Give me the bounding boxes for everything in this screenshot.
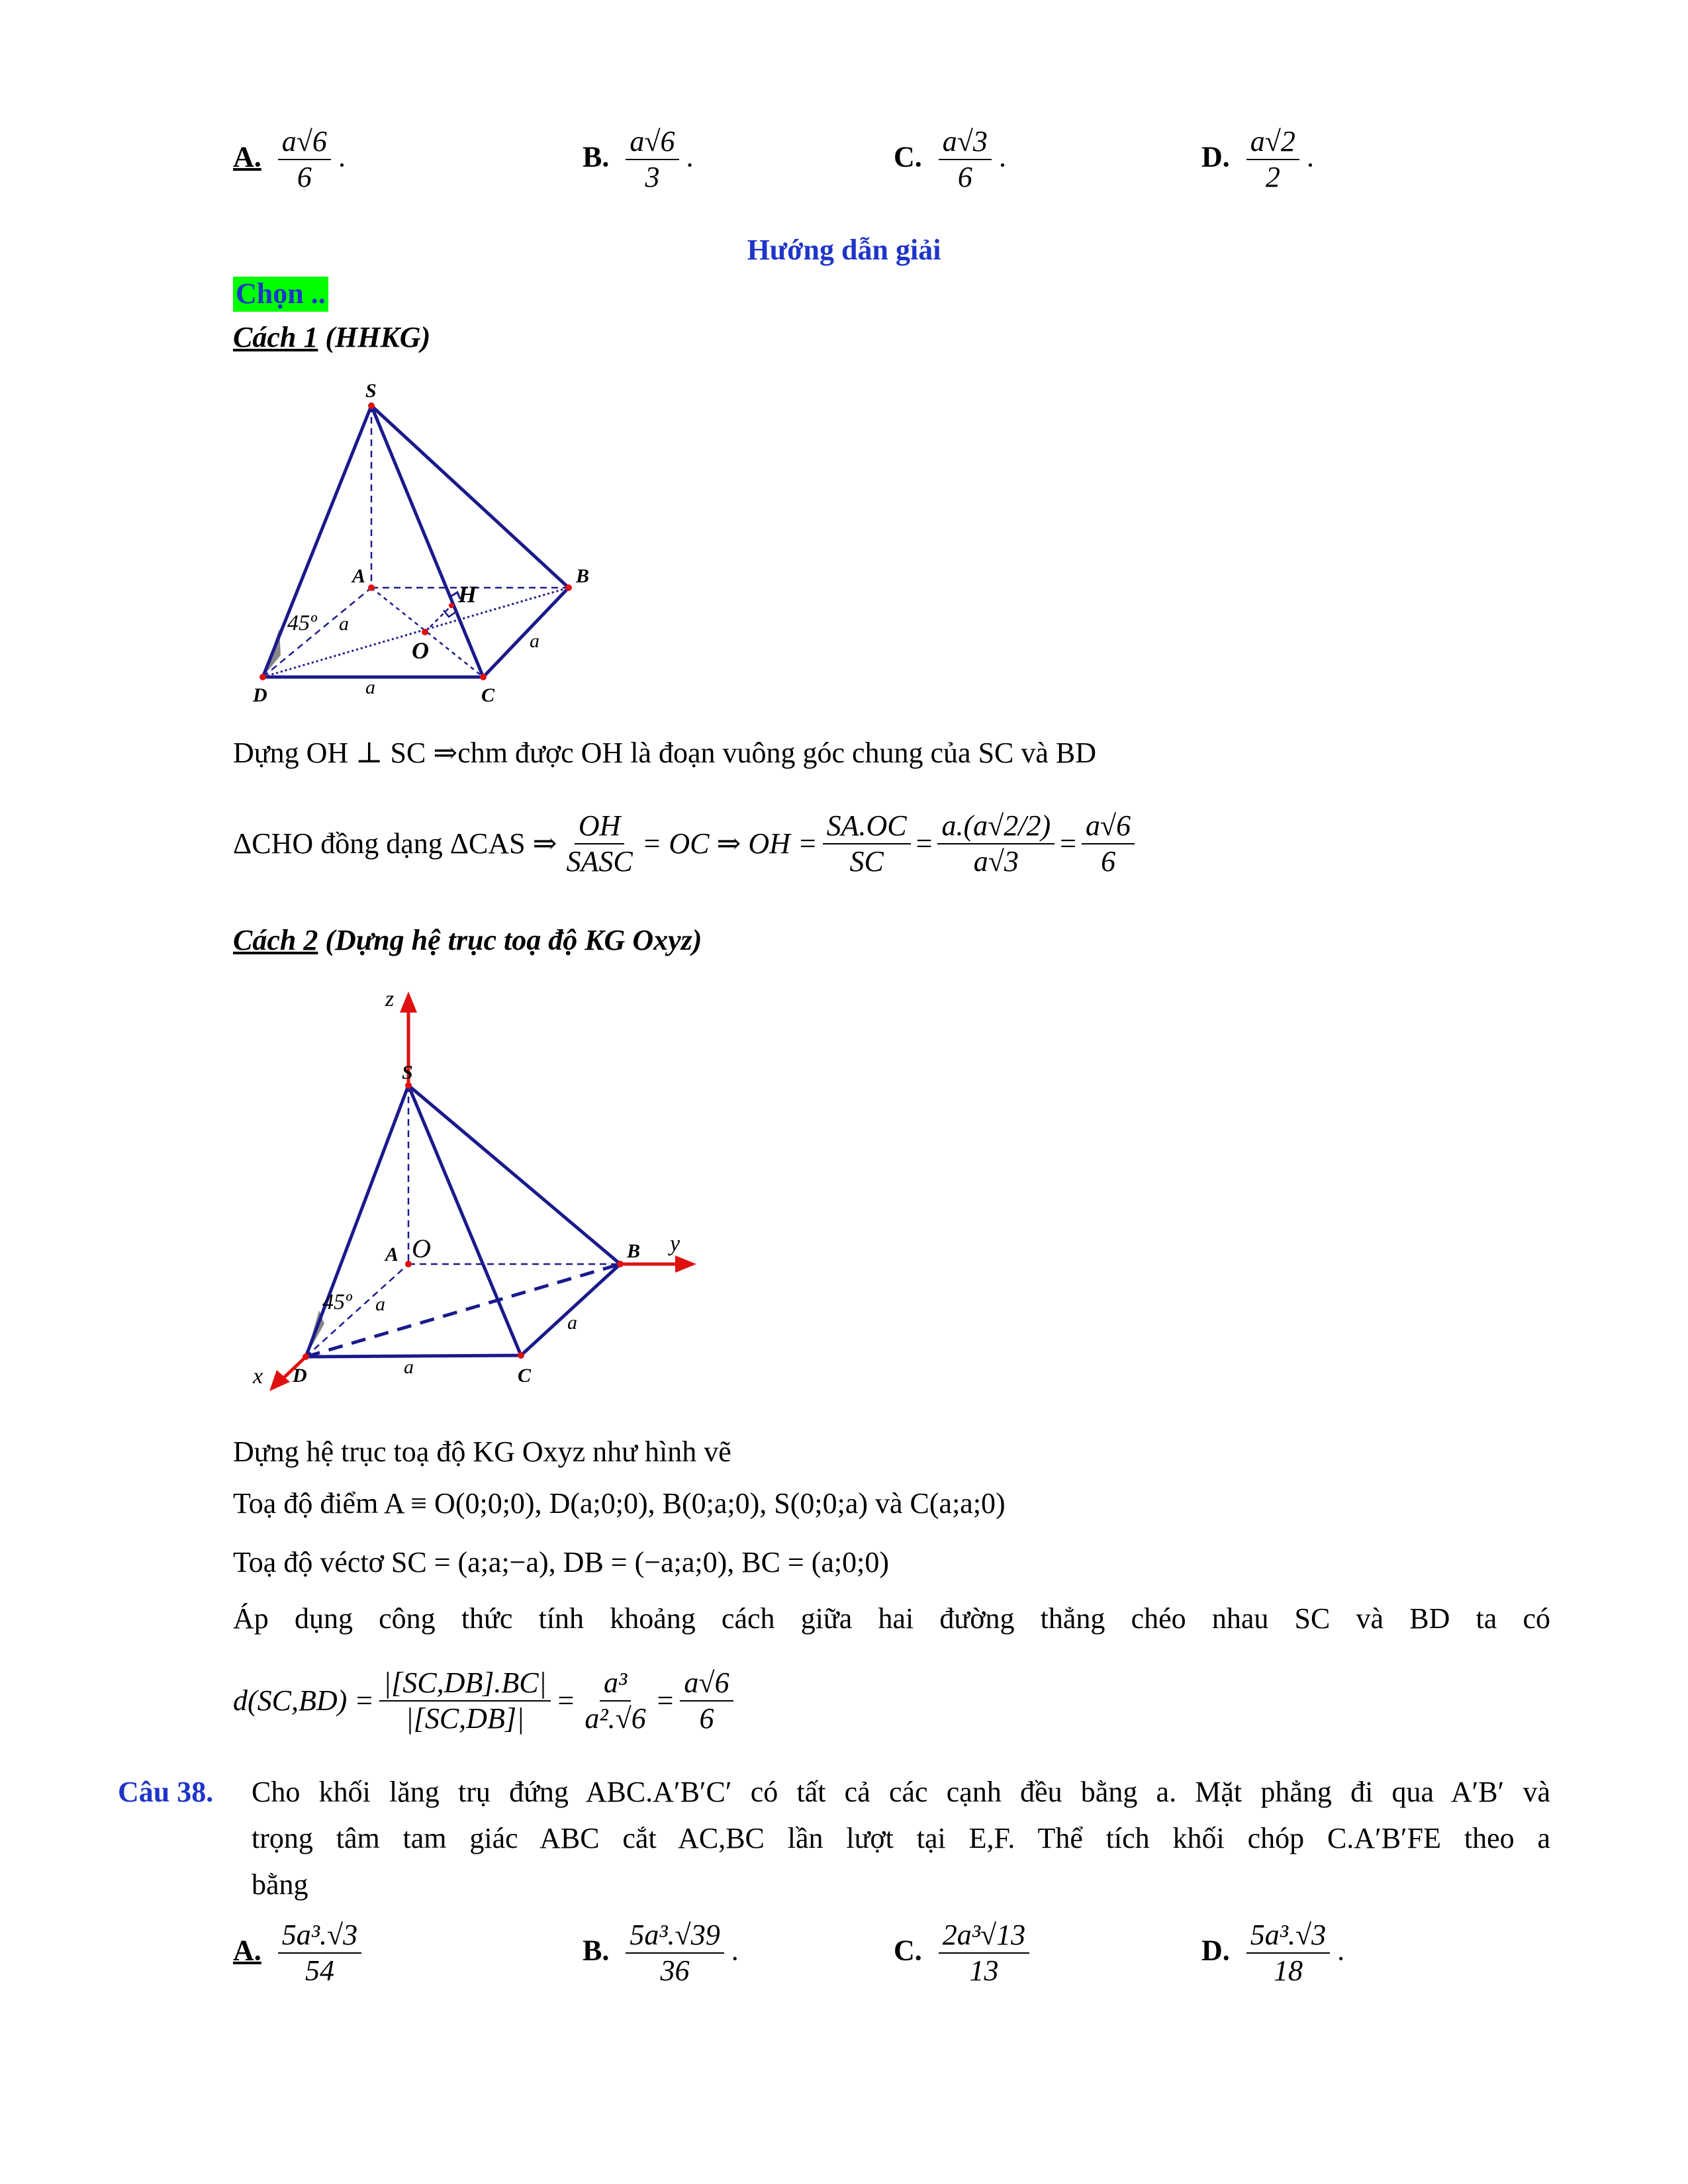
q38-option-d[interactable]: D. $\frac{\text{5a³.√3}}{18}$ . (1201, 1919, 1345, 1987)
option-label: D. (1201, 140, 1230, 173)
point-b (617, 1261, 624, 1267)
q38-option-a[interactable] (233, 1919, 361, 1987)
option-numerator: a√3 (939, 126, 992, 160)
option-numerator: 5a³.√3 (1246, 1919, 1330, 1954)
method2-line4: Áp dụng công thức tính khoảng cách giữa hai đường thẳng chéo nhau SC và BD ta có (233, 1602, 1550, 1635)
point-b (565, 584, 572, 591)
option-denominator: 36 (660, 1954, 690, 1987)
label-a: A (385, 1244, 399, 1265)
method2-formula: d(SC,BD) = $\frac{|[SC,DB].BC|}{|[SC,DB]|}$ = $\frac{\text{a³}}{\text{a².√6}}$ = $\frac{a√6}{6}$ (233, 1648, 739, 1754)
method1-step2: ΔCHO đồng dạng ΔCAS ⇒ $\frac{OH}{\text{SASC}}$ = OC ⇒ OH = $\frac{SA.OC}{SC}$ = $\frac{a.(a√2/2)}{a√3}$ = $\frac{a√6}{6}$ (233, 794, 1140, 893)
q38-text-line1: Cho khối lăng trụ đứng ABC.A′B′C′ có tất cả các cạnh đều bằng a. Mặt phẳng đi qua A′B′ và (252, 1776, 1550, 1808)
edge-sc (408, 1085, 521, 1355)
option-numerator: a√6 (626, 126, 679, 160)
label-a-dc: a (365, 676, 375, 698)
label-angle: 45º (322, 1290, 352, 1314)
option-denominator: 2 (1265, 161, 1280, 194)
option-label: B. (583, 1934, 610, 1967)
label-angle: 45º (287, 611, 317, 635)
label-o: O (412, 1234, 431, 1263)
label-z: z (385, 987, 395, 1011)
label-a-cb: a (530, 630, 539, 652)
q37-option-a[interactable]: A. $\frac{a√6}{6}$ . (233, 125, 346, 194)
formula-den: |[SC,DB]| (405, 1702, 525, 1735)
label-d: D (293, 1365, 307, 1387)
option-numerator: 2a³√13 (939, 1919, 1029, 1954)
method1-heading (233, 320, 430, 355)
method2-note: (Dựng hệ trục toạ độ KG Oxyz) (325, 924, 702, 956)
point-h (449, 603, 454, 608)
option-denominator: 3 (645, 161, 660, 194)
option-numerator: a√2 (1246, 126, 1299, 160)
method2-line1: Dựng hệ trục toạ độ KG Oxyz như hình vẽ (233, 1435, 731, 1468)
solution-title: Hướng dẫn giải (747, 234, 941, 266)
option-label: C. (894, 140, 922, 173)
label-c: C (481, 684, 495, 706)
frac-den: 6 (1101, 845, 1116, 878)
q38-option-b[interactable]: B. $\frac{\text{5a³.√39}}{36}$ . (583, 1919, 739, 1987)
point-c (480, 674, 487, 680)
edge-db (306, 1264, 620, 1357)
formula-lhs: d(SC,BD) = (233, 1684, 374, 1717)
label-a: A (352, 565, 366, 587)
frac-den: SASC (566, 845, 633, 878)
axis-z-arrow (400, 991, 417, 1013)
method1-title: Cách 1 (233, 321, 318, 353)
q37-option-c[interactable]: C. $\frac{a√3}{6}$ . (894, 125, 1006, 194)
option-denominator: 54 (305, 1954, 334, 1987)
label-s: S (402, 1062, 413, 1083)
edge-sd (263, 406, 371, 677)
label-a-dc: a (404, 1356, 414, 1378)
method2-title: Cách 2 (233, 924, 318, 956)
point-o (422, 629, 428, 635)
label-s: S (365, 380, 377, 402)
q38-text-line2: trọng tâm tam giác ABC cắt AC,BC lần lượt tại E,F. Thể tích khối chóp C.A′B′FE theo a (252, 1822, 1550, 1854)
point-c (518, 1352, 524, 1359)
label-b: B (627, 1240, 641, 1262)
step2-mid: = OC ⇒ OH = (641, 827, 818, 860)
pyramid-figure-2 (233, 986, 710, 1396)
method1-note: (HHKG) (325, 321, 431, 353)
option-numerator: 5a³.√39 (626, 1919, 724, 1954)
edge-sb (371, 406, 569, 588)
frac-den: a√3 (973, 845, 1019, 878)
option-label: A. (233, 140, 261, 173)
option-label: B. (583, 140, 610, 173)
frac-num: SA.OC (823, 810, 911, 844)
right-angle-mark (444, 610, 455, 617)
method2-line3: Toạ độ véctơ SC = (a;a;−a), DB = (−a;a;0), BC = (a;0;0) (233, 1546, 890, 1578)
option-denominator: 6 (297, 161, 312, 194)
frac-num: OH (575, 810, 625, 844)
option-numerator: 5a³.√3 (278, 1919, 361, 1954)
method2-heading (233, 923, 702, 958)
q38-option-c[interactable] (894, 1919, 1029, 1987)
point-d (303, 1353, 309, 1360)
point-a (405, 1261, 412, 1267)
label-a-cb: a (567, 1312, 577, 1334)
q38-number: Câu 38. (118, 1776, 214, 1808)
option-denominator: 6 (957, 161, 972, 194)
formula-mid-den: a².√6 (585, 1702, 646, 1735)
pyramid-figure-1 (233, 377, 630, 708)
chosen-answer: Chọn .. (233, 277, 328, 312)
label-y: y (670, 1232, 680, 1256)
label-d: D (253, 684, 267, 706)
method1-step1: Dựng OH ⊥ SC ⇒chm được OH là đoạn vuông góc chung của SC và BD (233, 737, 1097, 769)
option-denominator: 18 (1273, 1954, 1303, 1987)
formula-num: |[SC,DB].BC| (379, 1667, 551, 1702)
option-numerator: a√6 (278, 126, 331, 160)
label-b: B (576, 565, 590, 587)
edge-sc (371, 406, 483, 677)
point-a (368, 584, 375, 591)
option-denominator: 13 (969, 1954, 999, 1987)
formula-mid-num: a³ (600, 1667, 631, 1702)
option-label: C. (894, 1934, 922, 1967)
label-c: C (518, 1365, 532, 1387)
formula-res-num: a√6 (680, 1667, 733, 1702)
q37-option-d[interactable]: D. $\frac{a√2}{2}$ . (1201, 125, 1314, 194)
frac-den: SC (849, 845, 884, 878)
option-label: A. (233, 1934, 261, 1967)
axis-y-arrow (675, 1255, 696, 1273)
label-h: H (458, 581, 477, 608)
frac-num: a.(a√2/2) (937, 810, 1055, 844)
point-d (259, 674, 266, 680)
label-a-da: a (339, 613, 349, 635)
label-x: x (253, 1364, 263, 1388)
q38-text-line3: bằng (252, 1868, 308, 1901)
label-a-da: a (375, 1293, 385, 1315)
method2-line2: Toạ độ điểm A ≡ O(0;0;0), D(a;0;0), B(0;a;0), S(0;0;a) và C(a;a;0) (233, 1487, 1006, 1520)
label-o: O (412, 637, 429, 664)
formula-res-den: 6 (699, 1702, 714, 1735)
edge-sd (306, 1085, 408, 1357)
point-s (368, 402, 375, 409)
step2-lhs: ΔCHO đồng dạng ΔCAS ⇒ (233, 827, 557, 860)
option-label: D. (1201, 1934, 1230, 1967)
frac-num: a√6 (1082, 810, 1135, 844)
q37-option-b[interactable]: B. $\frac{a√6}{3}$ . (583, 125, 694, 194)
edge-sb (408, 1085, 620, 1264)
